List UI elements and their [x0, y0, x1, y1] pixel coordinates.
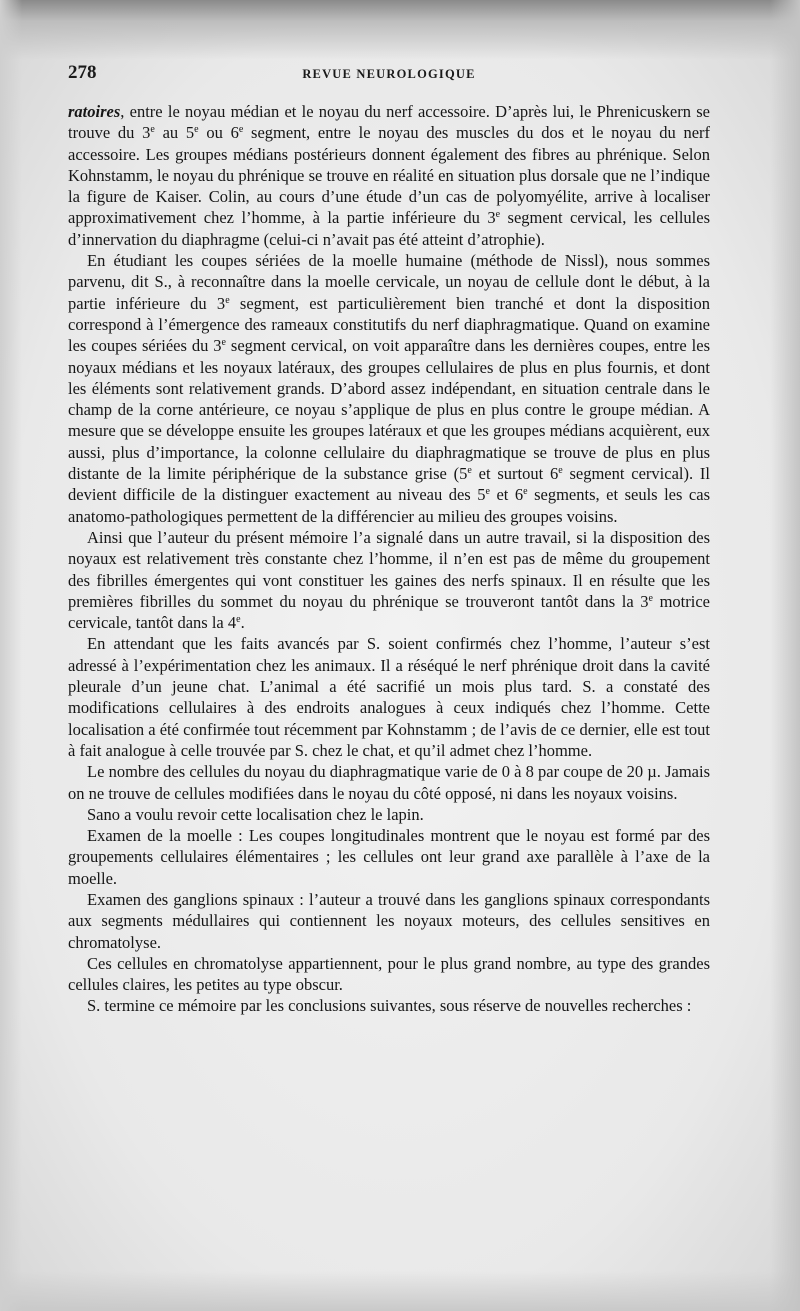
scan-shadow-top	[0, 0, 800, 60]
text-run: Ainsi que l’auteur du présent mémoire l’a signalé dans un autre travail, si la disposition des noyaux est relativement très constante chez l’homme, il n’en est pas de même du groupement des fibrilles émergentes qui vont constituer les gaines des nerfs spinaux. Il en résulte que les premières fibrilles du sommet du noyau du phrénique se trouveront tantôt dans la 3	[68, 527, 710, 611]
superscript: e	[485, 486, 490, 498]
superscript: e	[558, 465, 563, 477]
paragraph-1	[68, 101, 710, 250]
text-run: et surtout 6	[471, 464, 559, 484]
text-run: segment, est particulièrement bien tranché et dont la disposition correspond à l’émergence des rameaux constitutifs du nerf diaphragmatique. Quand on examine les coupes sériées du 3	[68, 293, 710, 356]
scan-shadow-left	[0, 0, 22, 1311]
text-run: segment cervical). Il devient difficile de la distinguer exactement au niveau des 5	[68, 464, 710, 505]
lead-word: ratoires	[68, 102, 121, 121]
text-run: .	[240, 613, 245, 633]
paragraph-2	[68, 250, 710, 527]
text-run: segment cervical, on voit apparaître dans les dernières coupes, entre les noyaux médians et les noyaux latéraux, des groupes cellulaires de plus en plus fournis, et dont les éléments sont relativement grands. D’abord assez indépendant, en situation centrale dans le champ de la corne antérieure, ce noyau s’applique de plus en plus contre le groupe médian. A mesure que se développe ensuite les groupes latéraux et que les groupes médians acquièrent, eux aussi, plus d’importance, la colonne cellulaire du diaphragmatique se trouve de plus en plus distante de la limite périphérique de la substance grise (5	[68, 336, 710, 484]
superscript: e	[225, 294, 230, 306]
page-header	[68, 62, 710, 86]
text-run: En étudiant les coupes sériées de la moelle humaine (méthode de Nissl), nous sommes parvenu, dit S., à reconnaître dans la moelle cervicale, un noyau de cellule dont le début, à la partie inférieure du 3	[68, 251, 710, 313]
body-text	[68, 101, 710, 1017]
text-run: segment, entre le noyau des muscles du dos et le noyau du nerf accessoire. Les groupes médians postérieurs donnent également des fibres au phrénique. Selon Kohnstamm, le noyau du phrénique se trouve en réalité en situation plus dorsale que ne l’indique la figure de Kaiser. Colin, au cours d’une étude d’un cas de polyomyélite, arrive à localiser approximativement chez l’homme, à la partie inférieure du 3	[68, 123, 711, 228]
superscript: e	[523, 486, 528, 498]
superscript: e	[194, 124, 199, 136]
text-run: au 5	[154, 123, 195, 143]
page-number: 278	[68, 62, 97, 83]
text-run: motrice cervicale, tantôt dans la 4	[68, 591, 710, 633]
superscript: e	[648, 592, 653, 604]
scan-shadow-bottom	[0, 1271, 800, 1311]
paragraph-10: S. termine ce mémoire par les conclusions suivantes, sous réserve de nouvelles recherches :	[87, 996, 692, 1016]
paragraph-8: Examen des ganglions spinaux : l’auteur a trouvé dans les ganglions spinaux correspondants aux segments médullaires qui contiennent les noyaux moteurs, des cellules sensitives en chromatolyse.	[68, 889, 710, 952]
superscript: e	[221, 337, 226, 349]
text-run: et 6	[489, 485, 524, 505]
paragraph-5: Le nombre des cellules du noyau du diaphragmatique varie de 0 à 8 par coupe de 20 µ. Jamais on ne trouve de cellules modifiées dans le noyau du côté opposé, ni dans les noyaux voisins.	[68, 762, 710, 803]
text-run: segment cervical, les cellules d’innervation du diaphragme (celui-ci n’avait pas été atteint d’atrophie).	[68, 208, 710, 249]
scan-shadow-right	[770, 0, 800, 1311]
superscript: e	[238, 124, 244, 136]
text-run: segments, et seuls les cas anatomo-pathologiques permettent de la différencier au milieu des groupes voisins.	[68, 485, 710, 526]
running-head: REVUE NEUROLOGIQUE	[302, 67, 476, 81]
paragraph-7: Examen de la moelle : Les coupes longitudinales montrent que le noyau est formé par des groupements cellulaires élémentaires ; les cellules ont leur grand axe parallèle à l’axe de la moelle.	[68, 826, 710, 888]
superscript: e	[236, 614, 241, 626]
paragraph-9: Ces cellules en chromatolyse appartiennent, pour le plus grand nombre, au type des grandes cellules claires, les petites au type obscur.	[68, 953, 710, 995]
superscript: e	[150, 124, 155, 136]
paragraph-3	[68, 527, 710, 633]
superscript: e	[467, 465, 472, 477]
paragraph-4: En attendant que les faits avancés par S. soient confirmés chez l’homme, l’auteur s’est adressé à l’expérimentation chez les animaux. Il a réséqué le nerf phrénique droit dans la cavité pleurale d’un jeune chat. L’animal a été sacrifié un mois plus tard. S. a constaté des modifications cellulaires à des endroits analogues à ceux indiqués chez l’homme. Cette localisation a été confirmée tout récemment par Kohnstamm ; de l’avis de ce dernier, elle est tout à fait analogue à celle trouvée par S. chez le chat, et qu’il admet chez l’homme.	[68, 634, 710, 760]
text-run: ou 6	[198, 123, 239, 143]
text-run: , entre le noyau médian et le noyau du nerf accessoire. D’après lui, le Phrenicuskern se trouve du 3	[68, 102, 710, 143]
superscript: e	[495, 209, 501, 221]
paragraph-6: Sano a voulu revoir cette localisation chez le lapin.	[87, 804, 424, 824]
